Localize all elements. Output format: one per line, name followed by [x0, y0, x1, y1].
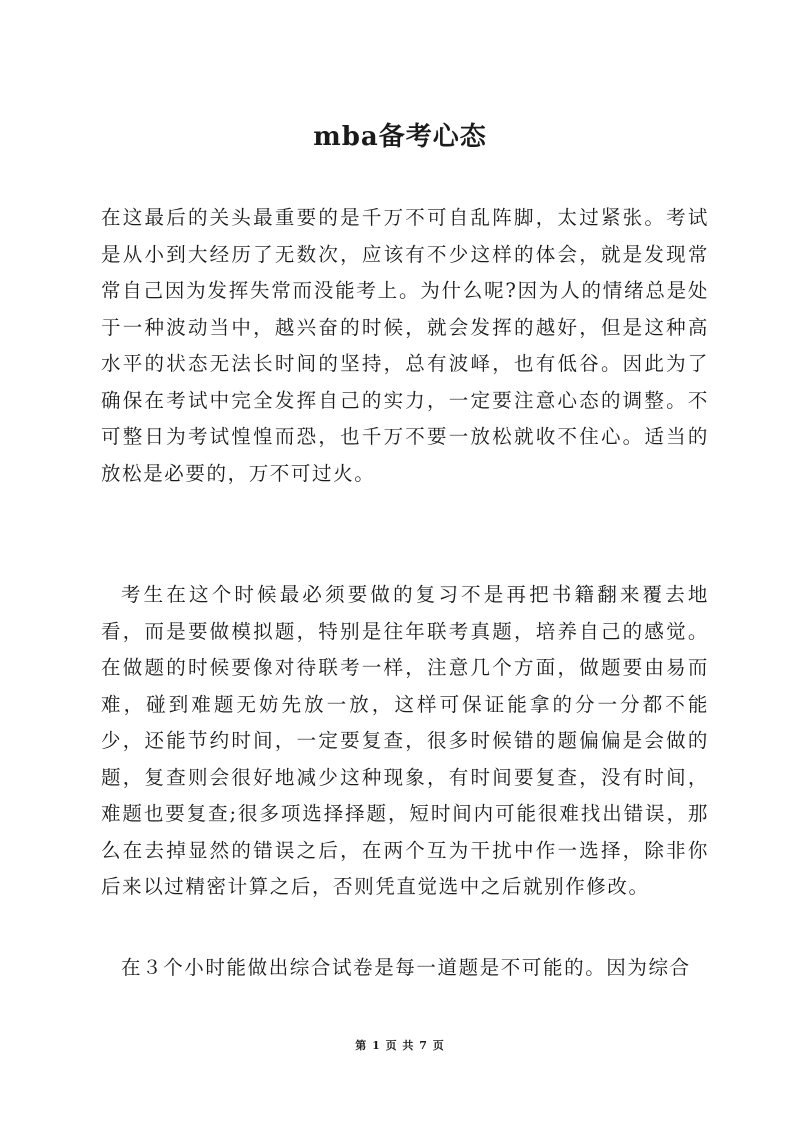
- page-number-footer: 第 1 页 共 7 页: [355, 1039, 445, 1052]
- body-paragraph-2: 考生在这个时候最必须要做的复习不是再把书籍翻来覆去地看，而是要做模拟题，特别是往年联考真题，培养自己的感觉。在做题的时候要像对待联考一样，注意几个方面，做题要由易而难，碰到难题无妨先放一放，这样可保证能拿的分一分都不能少，还能节约时间，一定要复查，很多时候错的题偏偏是会做的题，复查则会很好地减少这种现象，有时间要复查，没有时间，难题也要复查;很多项选择择题，短时间内可能很难找出错误，那么在去掉显然的错误之后，在两个互为干扰中作一选择，除非你后来以过精密计算之后，否则凭直觉选中之后就别作修改。: [101, 583, 709, 898]
- body-paragraph-1: 在这最后的关头最重要的是千万不可自乱阵脚，太过紧张。考试是从小到大经历了无数次，应该有不少这样的体会，就是发现常常自己因为发挥失常而没能考上。为什么呢?因为人的情绪总是处于一种波动当中，越兴奋的时候，就会发挥的越好，但是这种高水平的状态无法长时间的坚持，总有波峄，也有低谷。因此为了确保在考试中完全发挥自己的实力，一定要注意心态的调整。不可整日为考试惶惶而恐，也千万不要一放松就收不住心。适当的放松是必要的，万不可过火。: [101, 206, 709, 485]
- body-paragraph-3: 在３个小时能做出综合试卷是每一道题是不可能的。因为综合: [121, 956, 691, 979]
- document-title: mba备考心态: [313, 122, 487, 152]
